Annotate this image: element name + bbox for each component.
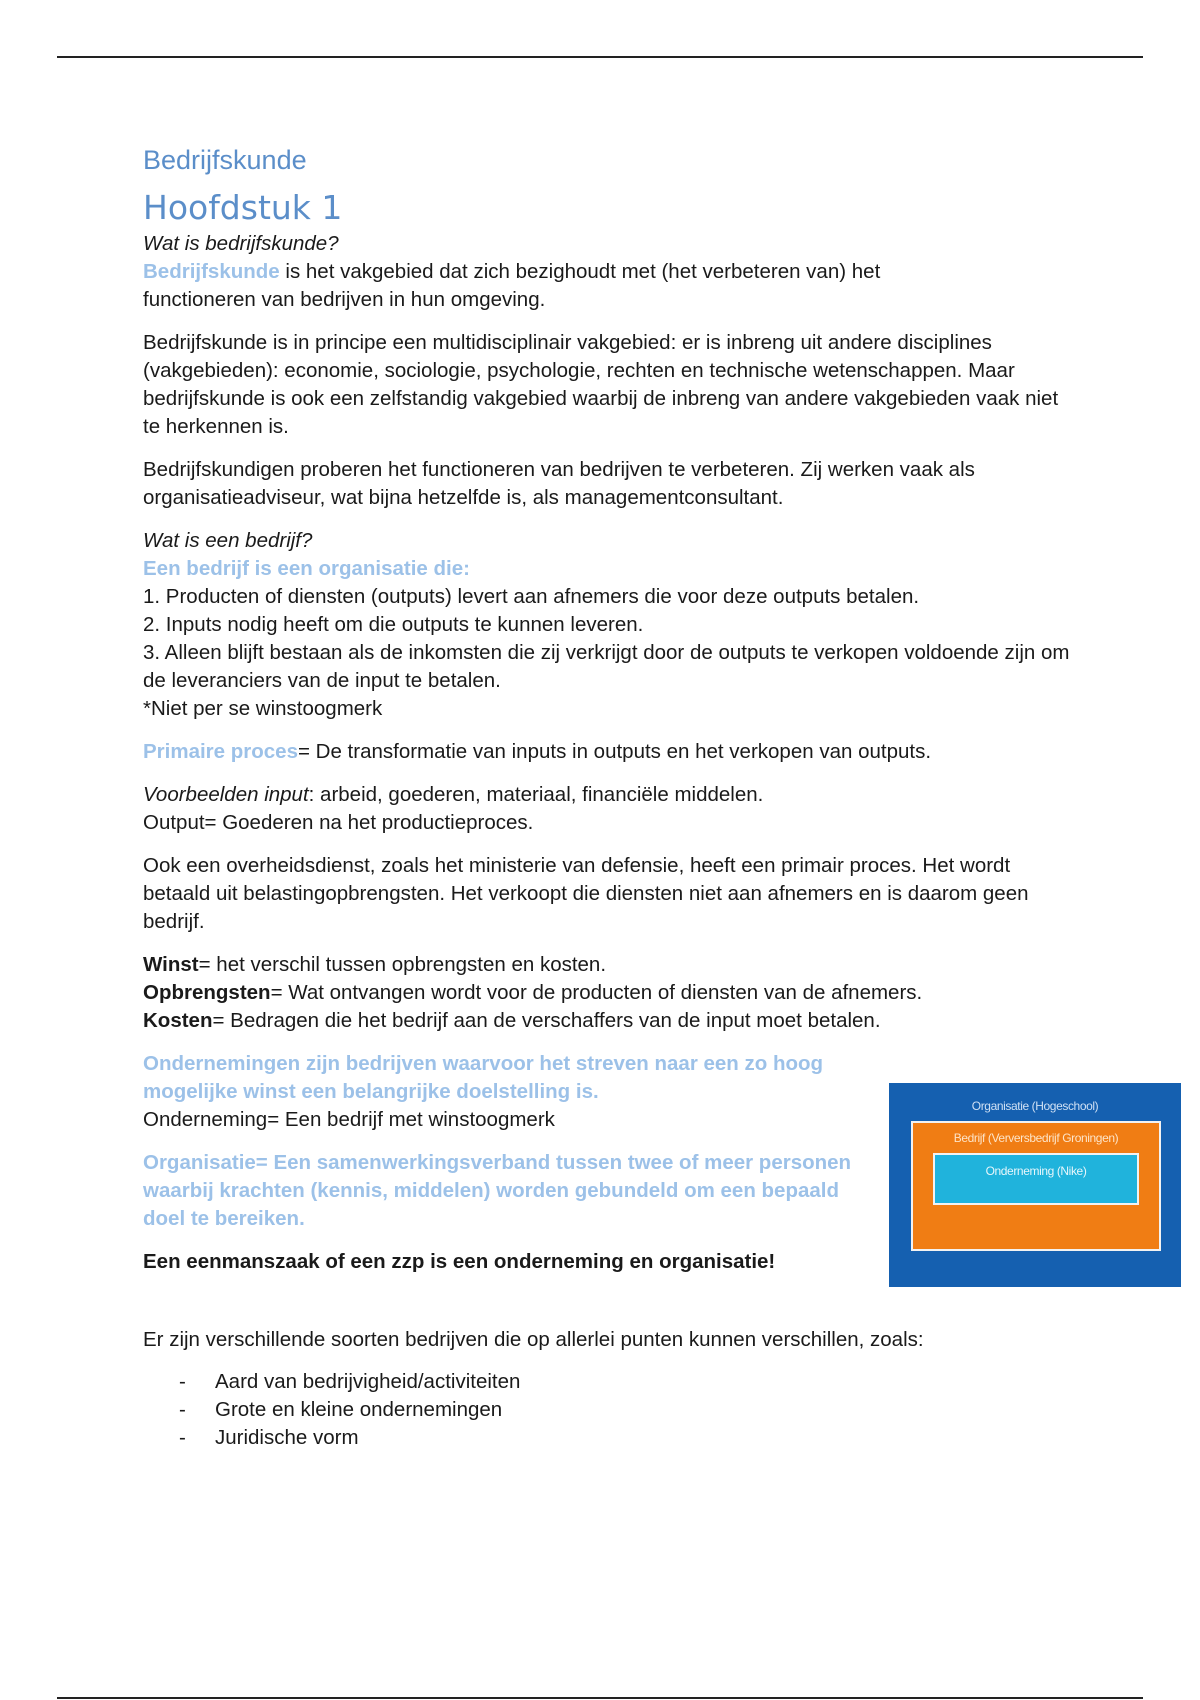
organisation-nesting-diagram [889,1083,1181,1287]
list-item: - Aard van bedrijvigheid/activiteiten [179,1368,1073,1396]
primary-process [143,738,1073,766]
definition-text-1: is het vakgebied dat zich bezighoudt met (het verbeteren van) het [279,260,881,283]
paragraph-multidisciplinair: Bedrijfskunde is in principe een multidisciplinair vakgebied: er is inbreng uit andere disciplines (vakgebieden): economie, sociologie, psychologie, rechten en technische wetenschappen. Maar bedrijfskunde is ook een zelfstandig vakgebied waarbij de inbreng van andere vakgebieden vaak niet te herkennen is. [143,331,1059,438]
definitions-list [143,951,1073,1035]
onderneming-definition: Onderneming= Een bedrijf met winstoogmerk [143,1108,555,1131]
diagram-bedrijf-label: Bedrijf (Verversbedrijf Groningen) [953,1131,1119,1145]
term-opbrengsten: Opbrengsten [143,981,271,1004]
bedrijf-item-1: 1. Producten of diensten (outputs) levert aan afnemers die voor deze outputs betalen. [143,585,920,608]
examples [143,781,1073,837]
paragraph-bedrijfskundigen: Bedrijfskundigen proberen het functioneren van bedrijven te verbeteren. Zij werken vaak als organisatieadviseur, wat bijna hetzelfde is, als managementconsultant. [143,458,975,509]
list-item: - Grote en kleine ondernemingen [179,1396,1073,1424]
question-bedrijf: Wat is een bedrijf? [143,529,313,552]
list-item: - Juridische vorm [179,1424,1073,1452]
diagram-onderneming-box [933,1153,1139,1205]
eenmanszaak-statement: Een eenmanszaak of een zzp is een onderneming en organisatie! [143,1250,776,1273]
definition-kosten [143,1007,1073,1035]
diagram-bedrijf-box [911,1121,1161,1251]
soorten-intro: Er zijn verschillende soorten bedrijven die op allerlei punten kunnen verschillen, zoals: [143,1328,924,1351]
examples-input-label: Voorbeelden input [143,783,309,806]
ondernemingen-block [143,1050,873,1134]
document-title: Bedrijfskunde [143,145,307,175]
text-winst: = het verschil tussen opbrengsten en kosten. [198,953,607,976]
bedrijf-item-3: 3. Alleen blijft bestaan als de inkomsten die zij verkrijgt door de outputs te verkopen voldoende zijn om de leveranciers van de input te betalen. [143,641,1070,692]
diagram-organisatie-label: Organisatie (Hogeschool) [971,1099,1099,1113]
question-bedrijfskunde: Wat is bedrijfskunde? [143,232,339,255]
organisatie-highlight: Organisatie= Een samenwerkingsverband tussen twee of meer personen waarbij krachten (kennis, middelen) worden gebundeld om een bepaald doel te bereiken. [143,1151,852,1230]
ondernemingen-highlight: Ondernemingen zijn bedrijven waarvoor het streven naar een zo hoog mogelijke winst een belangrijke doelstelling is. [143,1052,824,1103]
dash-bullet: - [179,1426,186,1449]
primary-process-text: = De transformatie van inputs in outputs en het verkopen van outputs. [297,740,932,763]
definition-text-2: functioneren van bedrijven in hun omgeving. [143,288,546,311]
dash-bullet: - [179,1398,186,1421]
top-rule [57,56,1143,58]
bedrijf-heading: Een bedrijf is een organisatie die: [143,557,470,580]
chapter-heading: Hoofdstuk 1 [143,188,343,227]
bedrijf-note: *Niet per se winstoogmerk [143,697,383,720]
definition-winst [143,951,1073,979]
section-bedrijf [143,527,1073,723]
diagram-onderneming-label: Onderneming (Nike) [985,1164,1087,1178]
definition-bedrijfskunde [143,230,1073,314]
soorten-list [143,1368,1073,1452]
paragraph-overheidsdienst: Ook een overheidsdienst, zoals het ministerie van defensie, heeft een primair proces. Het wordt betaald uit belastingopbrengsten. Het verkoopt die diensten niet aan afnemers en is daarom geen bedrijf. [143,854,1029,933]
definition-opbrengsten [143,979,1073,1007]
term-bedrijfskunde: Bedrijfskunde [143,260,280,283]
text-opbrengsten: = Wat ontvangen wordt voor de producten of diensten van de afnemers. [270,981,923,1004]
term-primaire-proces: Primaire proces [143,740,298,763]
dash-bullet: - [179,1370,186,1393]
bedrijf-item-2: 2. Inputs nodig heeft om die outputs te kunnen leveren. [143,613,644,636]
text-kosten: = Bedragen die het bedrijf aan de verschaffers van de input moet betalen. [212,1009,881,1032]
term-winst: Winst [143,953,199,976]
examples-output: Output= Goederen na het productieproces. [143,811,534,834]
bottom-rule [57,1697,1143,1699]
term-kosten: Kosten [143,1009,213,1032]
examples-input-text: : arbeid, goederen, materiaal, financiële middelen. [308,783,764,806]
